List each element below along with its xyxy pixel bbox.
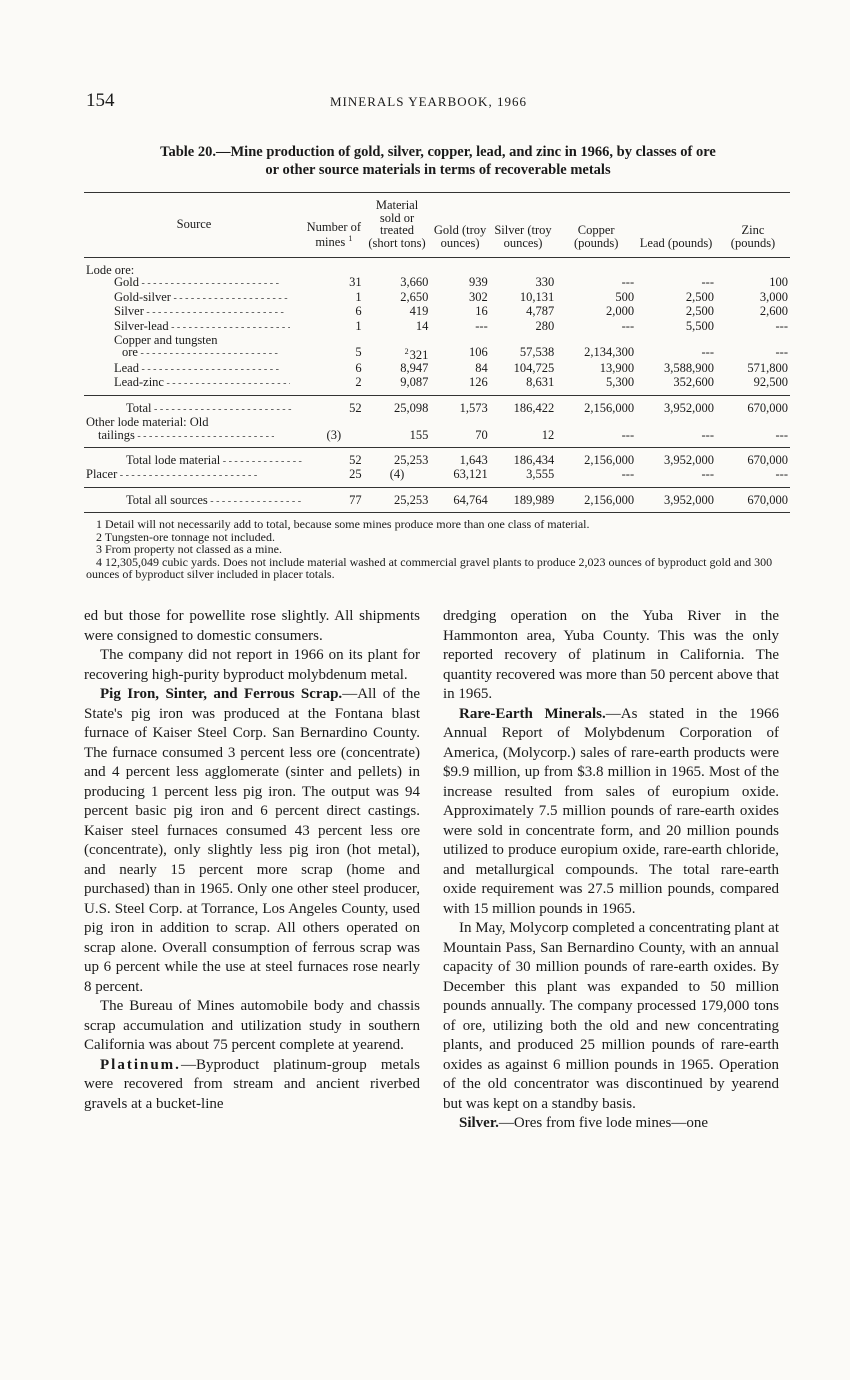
- cell-material: $^2$ 321: [404, 347, 429, 363]
- section-heading-pig-iron: Pig Iron, Sinter, and Ferrous Scrap.: [100, 686, 343, 702]
- cell-gold: 302: [469, 289, 488, 304]
- row-source: Total all sources - - -: [126, 494, 302, 508]
- cell-lead: ---: [636, 429, 716, 448]
- cell-mines: 77: [304, 487, 364, 512]
- cell-gold: 1,643: [459, 453, 488, 468]
- cell-gold: 106: [469, 345, 488, 360]
- header-mines: Number of mines $^1$: [304, 193, 364, 258]
- cell-zinc: 571,800: [747, 361, 788, 375]
- cell-material: 14: [415, 318, 429, 333]
- cell-mines: 52: [349, 400, 362, 415]
- row-source: Placer - - -: [86, 468, 262, 482]
- cell-silver: 104,725: [513, 361, 555, 375]
- table-row: [84, 376, 790, 395]
- cell-zinc: 670,000: [747, 453, 788, 468]
- cell-lead: 5,500: [685, 318, 715, 333]
- table-row: [84, 334, 790, 346]
- cell-lead: 352,600: [636, 376, 716, 395]
- cell-material: 8,947: [400, 361, 429, 375]
- cell-lead: ---: [636, 468, 716, 487]
- header-gold: Gold (troy ounces): [430, 193, 489, 258]
- cell-silver: 57,538: [519, 345, 555, 360]
- cell-zinc: 670,000: [716, 487, 790, 512]
- cell-silver: 4,787: [526, 304, 555, 319]
- cell-silver: 186,422: [513, 400, 555, 415]
- table-row: [84, 346, 790, 362]
- table-row: [84, 362, 790, 376]
- table-row: [84, 291, 790, 305]
- cell-lead: 3,952,000: [636, 487, 716, 512]
- cell-lead: ---: [701, 275, 715, 290]
- cell-zinc: ---: [775, 345, 788, 360]
- paragraph: In May, Molycorp completed a concentrating plant at Mountain Pass, San Bernardino County, with an annual capacity of 30 million pounds of rare-earth oxides. By December this plant was expanded to 50 million pounds annually. The company processed 179,000 tons of ore, utilizing both the old and new concentrating plants, and produced 25 million pounds of rare-earth oxides as against 6 million pounds in 1965. Operation of the old concentrator was discontinued by yearend but was kept on a standby basis.: [443, 920, 779, 1112]
- row-source: Total - - -: [126, 402, 302, 416]
- cell-copper: 13,900: [599, 361, 635, 375]
- cell-lead: 2,500: [685, 289, 715, 304]
- cell-copper: 500: [615, 289, 635, 304]
- cell-gold: 16: [475, 304, 488, 319]
- table-footnotes: [86, 518, 792, 581]
- cell-copper: ---: [556, 429, 636, 448]
- cell-silver: 280: [535, 318, 555, 333]
- section-heading-silver: Silver.: [459, 1115, 499, 1131]
- header-silver: Silver (troy ounces): [490, 193, 557, 258]
- row-source: Lead-zinc - - -: [114, 376, 290, 390]
- row-source: Silver-lead - - -: [114, 320, 290, 334]
- cell-silver: 8,631: [490, 376, 557, 395]
- cell-zinc: 92,500: [716, 376, 790, 395]
- paragraph: ed but those for powellite rose slightly. All shipments were consigned to domestic consumers.: [84, 608, 420, 644]
- footnote-1: 1 Detail will not necessarily add to total, because some mines produce more than one class of material.: [96, 517, 590, 531]
- table-row: [84, 305, 790, 319]
- cell-copper: ---: [556, 468, 636, 487]
- cell-gold: 126: [430, 376, 489, 395]
- table-row: [84, 258, 790, 277]
- cell-mines: 1: [355, 289, 362, 304]
- cell-copper: 5,300: [556, 376, 636, 395]
- row-source: Lead - - -: [114, 362, 290, 376]
- footnote-2: 2 Tungsten-ore tonnage not included.: [96, 529, 275, 544]
- cell-copper: 2,156,000: [584, 453, 635, 468]
- paragraph: dredging operation on the Yuba River in the Hammonton area, Yuba County. This was the only reported recovery of platinum in California. The quantity recovered was more than 50 percent above that in 1965.: [443, 608, 779, 702]
- cell-gold: 1,573: [459, 400, 488, 415]
- table-row-total-lode: [84, 448, 790, 469]
- cell-lead: ---: [701, 345, 715, 360]
- caption-line-1: Table 20.—Mine production of gold, silver, copper, lead, and zinc in 1966, by classes of ore: [160, 144, 716, 160]
- paragraph: Pig Iron, Sinter, and Ferrous Scrap.—All of the State's pig iron was produced at the Fontana blast furnace of Kaiser Steel Corp. San Bernardino County. The furnace consumed 3 percent less ore (concentrate) and 4 percent less agglomerate (sinter and pellets) in producing 1 percent less pig iron. The output was 94 percent basic pig iron and 6 percent direct castings. Kaiser steel furnaces consumed 43 percent less ore (concentrate), only slightly less pig iron (hot metal), and nearly 15 percent more scrap (home and purchased) than in 1965. Only one other steel producer, U.S. Steel Corp. at Torrance, Los Angeles County, used pig iron in addition to scrap. All others operated on scrap alone. Overall consumption of ferrous scrap was up 6 percent while the use at steel furnaces rose nearly 8 percent.: [84, 686, 420, 995]
- row-source: Total lode material - - -: [126, 454, 302, 468]
- cell-mines: (3): [304, 429, 364, 448]
- row-source: tailings - - -: [98, 429, 274, 443]
- cell-material: 25,253: [394, 453, 429, 468]
- cell-lead: 3,952,000: [664, 400, 715, 415]
- header-footnote-mark: 1: [348, 234, 353, 244]
- paragraph: Silver.—Ores from five lode mines—one: [459, 1115, 708, 1131]
- cell-gold: 84: [475, 361, 488, 375]
- footnote-3: 3 From property not classed as a mine.: [96, 542, 282, 556]
- cell-zinc: 100: [769, 275, 788, 290]
- group-label-lode: Lode ore:: [86, 263, 135, 277]
- cell-silver: 10,131: [519, 289, 555, 304]
- cell-copper: 2,156,000: [556, 487, 636, 512]
- paragraph: The Bureau of Mines automobile body and chassis scrap accumulation and utilization study in southern California was about 75 percent complete at yearend.: [84, 998, 420, 1053]
- header-material: Material sold or treated (short tons): [364, 193, 431, 258]
- header-zinc: Zinc (pounds): [716, 193, 790, 258]
- section-heading-platinum: Platinum.: [100, 1056, 181, 1073]
- table-row-total-all: [84, 487, 790, 512]
- cell-material: 155: [364, 429, 431, 448]
- header-source: Source: [84, 193, 304, 258]
- cell-material: 9,087: [364, 376, 431, 395]
- cell-mines: 2: [304, 376, 364, 395]
- cell-gold: ---: [475, 318, 488, 333]
- row-source-copper-tungsten: Copper and tungsten: [114, 333, 218, 348]
- cell-copper: 2,156,000: [584, 400, 635, 415]
- cell-mines: 6: [355, 361, 362, 375]
- footnote-4: 4 12,305,049 cubic yards. Does not include material washed at commercial gravel plants to produce 2,023 ounces of byproduct gold and 300 ounces of byproduct silver included in placer totals.: [86, 554, 773, 581]
- cell-zinc: ---: [716, 429, 790, 448]
- cell-gold: 70: [430, 429, 489, 448]
- cell-material: 2,650: [400, 289, 429, 304]
- material-footnote-mark: 2: [404, 347, 409, 357]
- left-column: [84, 607, 420, 1114]
- section-heading-rare-earth: Rare-Earth Minerals.: [459, 705, 606, 722]
- cell-mines: 6: [355, 304, 362, 319]
- table-row: [84, 320, 790, 334]
- cell-lead: 3,588,900: [664, 361, 715, 375]
- cell-zinc: 670,000: [747, 400, 788, 415]
- cell-material: 419: [409, 304, 429, 319]
- cell-zinc: ---: [775, 318, 788, 333]
- cell-mines: 52: [349, 453, 362, 468]
- cell-lead: 2,500: [685, 304, 715, 319]
- cell-silver: 186,434: [513, 453, 555, 468]
- cell-material: 3,660: [400, 275, 429, 290]
- cell-gold: 64,764: [430, 487, 489, 512]
- cell-gold: 939: [469, 275, 488, 290]
- cell-silver: 3,555: [490, 468, 557, 487]
- cell-silver: 189,989: [490, 487, 557, 512]
- cell-gold: 63,121: [430, 468, 489, 487]
- paragraph: Rare-Earth Minerals.—As stated in the 1966 Annual Report of Molybdenum Corporation of America, (Molycorp.) sales of rare-earth products were $9.9 million, up from $3.8 million in 1965. Most of the increase resulted from sales of europium oxide. Approximately 7.5 million pounds of rare-earth oxides were sold in concentrate form, and 20 million pounds utilized to produce europium oxide, rare-earth chloride, and metallurgical compounds. The total rare-earth oxide requirement was 27.5 million pounds, compared with 15 million pounds in 1965.: [443, 705, 779, 917]
- paragraph: The company did not report in 1966 on its plant for recovering high-purity byproduct molybdenum metal.: [84, 647, 420, 683]
- row-source: ore - - -: [122, 346, 298, 360]
- table-row: [84, 416, 790, 428]
- table-row-total: [84, 395, 790, 416]
- cell-mines: 25: [304, 468, 364, 487]
- cell-mines: 31: [349, 275, 362, 290]
- cell-copper: 2,000: [606, 304, 635, 319]
- table-row: [84, 276, 790, 290]
- cell-material: 25,098: [394, 400, 429, 415]
- cell-zinc: 2,600: [759, 304, 788, 319]
- cell-zinc: 3,000: [759, 289, 788, 304]
- cell-material: 25,253: [364, 487, 431, 512]
- running-head: MINERALS YEARBOOK, 1966: [330, 94, 527, 109]
- table-row: [84, 429, 790, 448]
- header-copper: Copper (pounds): [556, 193, 636, 258]
- paragraph: Platinum.—Byproduct platinum-group metals were recovered from stream and ancient riverbed gravels at a bucket-line: [84, 1056, 420, 1112]
- cell-lead: 3,952,000: [664, 453, 715, 468]
- page-number: 154: [86, 90, 115, 111]
- cell-silver: 12: [490, 429, 557, 448]
- table-row: [84, 468, 790, 487]
- cell-mines: 5: [355, 345, 362, 360]
- header-lead: Lead (pounds): [636, 193, 716, 258]
- cell-zinc: ---: [716, 468, 790, 487]
- cell-material: (4): [364, 468, 431, 487]
- caption-line-2: or other source materials in terms of recoverable metals: [265, 162, 611, 178]
- row-source: Gold-silver - - -: [114, 291, 290, 305]
- row-source-other-lode: Other lode material: Old: [86, 415, 209, 430]
- cell-mines: 1: [355, 318, 362, 333]
- cell-copper: ---: [621, 318, 635, 333]
- cell-copper: ---: [621, 275, 635, 290]
- table-header-row: [84, 193, 790, 258]
- cell-copper: 2,134,300: [584, 345, 635, 360]
- cell-silver: 330: [535, 275, 555, 290]
- table-caption: [86, 143, 790, 179]
- right-column: [443, 607, 779, 1134]
- row-source: Silver - - -: [114, 305, 290, 319]
- production-table: [84, 192, 790, 513]
- row-source: Gold - - -: [114, 276, 290, 290]
